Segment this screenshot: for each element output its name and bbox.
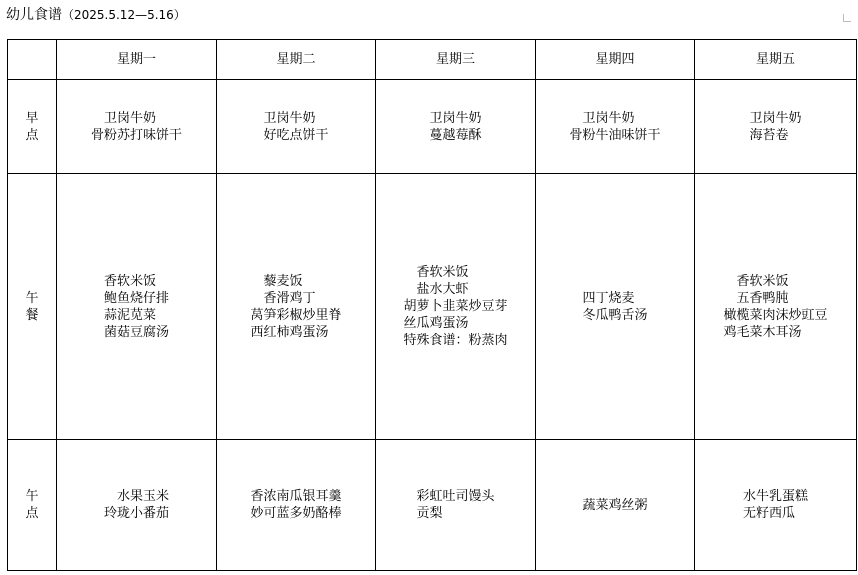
dish-item: 卫岗牛奶 bbox=[263, 110, 316, 126]
day-header-tue: 星期二 bbox=[217, 40, 376, 80]
menu-cell-fri bbox=[695, 174, 857, 440]
dish-item: 胡萝卜韭菜炒豆芽 bbox=[403, 299, 508, 314]
dish-item: 香软米饭 bbox=[736, 273, 789, 289]
dish-item: 蔓越莓酥 bbox=[429, 127, 482, 143]
breakfast-snack-row bbox=[8, 80, 857, 174]
dish-item: 骨粉牛油味饼干 bbox=[569, 127, 661, 143]
period-label bbox=[8, 440, 57, 571]
menu-cell-thu bbox=[536, 80, 695, 174]
menu-cell-thu bbox=[536, 174, 695, 440]
dish-item: 水果玉米 bbox=[116, 489, 169, 504]
header-row bbox=[8, 40, 857, 80]
dish-item: 香软米饭 bbox=[416, 265, 469, 280]
dish-item: 卫岗牛奶 bbox=[103, 110, 156, 126]
menu-cell-thu bbox=[536, 440, 695, 571]
dish-item: 彩虹吐司馒头 bbox=[416, 489, 495, 504]
dish-item: 香浓南瓜银耳羹 bbox=[250, 489, 342, 504]
period-label-char: 餐 bbox=[25, 307, 39, 323]
dish-item: 无籽西瓜 bbox=[742, 506, 795, 521]
period-label-char: 午 bbox=[25, 489, 39, 504]
dish-item: 蔬菜鸡丝粥 bbox=[582, 497, 648, 513]
dish-item: 丝瓜鸡蛋汤 bbox=[403, 316, 469, 331]
period-label bbox=[8, 174, 57, 440]
menu-cell-wed bbox=[376, 80, 536, 174]
menu-cell-mon bbox=[57, 174, 217, 440]
dish-item: 五香鸭肫 bbox=[736, 290, 789, 306]
dish-item: 海苔卷 bbox=[749, 127, 789, 143]
dish-item: 蒜泥苋菜 bbox=[103, 307, 156, 323]
dish-item: 莴笋彩椒炒里脊 bbox=[250, 307, 342, 323]
menu-cell-tue bbox=[217, 80, 376, 174]
dish-item: 鸡毛菜木耳汤 bbox=[723, 324, 802, 340]
menu-cell-mon bbox=[57, 80, 217, 174]
dish-item: 卫岗牛奶 bbox=[429, 110, 482, 126]
date-range: （2025.5.12—5.16） bbox=[62, 8, 186, 22]
day-header-fri: 星期五 bbox=[695, 40, 857, 80]
period-label-char: 点 bbox=[25, 127, 39, 143]
period-label-char: 午 bbox=[25, 290, 39, 306]
menu-cell-tue bbox=[217, 440, 376, 571]
day-header-mon: 星期一 bbox=[57, 40, 217, 80]
dish-item: 藜麦饭 bbox=[263, 273, 303, 289]
dish-item: 冬瓜鸭舌汤 bbox=[582, 307, 648, 323]
dish-item: 菌菇豆腐汤 bbox=[103, 324, 169, 340]
dish-item: 好吃点饼干 bbox=[263, 127, 329, 143]
day-header-wed: 星期三 bbox=[376, 40, 536, 80]
menu-cell-tue bbox=[217, 174, 376, 440]
period-label bbox=[8, 80, 57, 174]
dish-item: 水牛乳蛋糕 bbox=[742, 489, 808, 504]
period-label-char: 点 bbox=[25, 506, 39, 521]
menu-cell-wed bbox=[376, 174, 536, 440]
menu-cell-mon bbox=[57, 440, 217, 571]
period-label-char: 早 bbox=[25, 110, 39, 126]
dish-item: 橄榄菜肉沫炒豇豆 bbox=[723, 307, 828, 323]
corner-cell bbox=[8, 40, 57, 80]
menu-cell-fri bbox=[695, 80, 857, 174]
title-text: 幼儿食谱 bbox=[6, 7, 62, 23]
dish-item: 香滑鸡丁 bbox=[263, 290, 316, 306]
menu-cell-fri bbox=[695, 440, 857, 571]
dish-item: 盐水大虾 bbox=[416, 282, 469, 297]
dish-item: 卫岗牛奶 bbox=[749, 110, 802, 126]
menu-table bbox=[7, 39, 857, 571]
dish-item: 贡梨 bbox=[416, 506, 443, 521]
menu-cell-wed bbox=[376, 440, 536, 571]
dish-item: 特殊食谱：粉蒸肉 bbox=[403, 333, 508, 348]
dish-item: 香软米饭 bbox=[103, 273, 156, 289]
dish-item: 西红柿鸡蛋汤 bbox=[250, 324, 329, 340]
page-title bbox=[6, 5, 186, 25]
dish-item: 妙可蓝多奶酪棒 bbox=[250, 506, 342, 521]
dish-item: 骨粉苏打味饼干 bbox=[90, 127, 182, 143]
day-header-thu: 星期四 bbox=[536, 40, 695, 80]
dish-item: 鲍鱼烧仔排 bbox=[103, 290, 169, 306]
dish-item: 玲珑小番茄 bbox=[103, 506, 169, 521]
dish-item: 卫岗牛奶 bbox=[582, 110, 635, 126]
afternoon-snack-row bbox=[8, 440, 857, 571]
dish-item: 四丁烧麦 bbox=[582, 290, 635, 306]
page-corner-mark bbox=[843, 14, 851, 22]
lunch-row bbox=[8, 174, 857, 440]
